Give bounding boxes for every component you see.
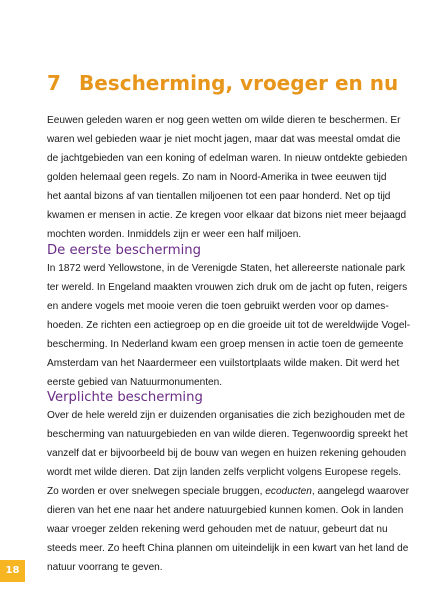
text-line: hoeden. Ze richten een actiegroep op en die groeide uit tot de wereldwijde Vogel- bbox=[47, 320, 411, 331]
text-line: natuur voorrang te geven. bbox=[47, 562, 163, 573]
text-line: Over de hele wereld zijn er duizenden organisaties die zich bezighouden met de bbox=[47, 410, 405, 421]
text-line: eerste gebied van Natuurmonumenten. bbox=[47, 377, 223, 388]
text-line: In 1872 werd Yellowstone, in de Verenigde Staten, het allereerste nationale park bbox=[47, 263, 406, 274]
text-line: golden helemaal geen regels. Zo nam in Noord-Amerika in twee eeuwen tijd bbox=[47, 172, 387, 183]
section-heading-eerste-bescherming: De eerste bescherming bbox=[47, 243, 201, 258]
text-fragment: Zo worden er over snelwegen speciale bruggen, bbox=[47, 486, 266, 497]
text-line: dieren van het ene naar het andere natuurgebied kunnen komen. Ook in landen bbox=[47, 505, 404, 516]
chapter-title bbox=[47, 70, 398, 96]
text-line: wordt met wilde dieren. Dat zijn landen zelfs verplicht volgens Europese regels. bbox=[47, 467, 402, 478]
text-line: waar vroeger zelden rekening werd gehouden met de natuur, gebeurt dat nu bbox=[47, 524, 388, 535]
text-line-ecoducten bbox=[47, 482, 409, 501]
emphasis-ecoducten: ecoducten bbox=[265, 486, 312, 497]
text-line: het aantal bizons af van tientallen miljoenen tot een paar honderd. Net op tijd bbox=[47, 191, 391, 202]
text-line: Eeuwen geleden waren er nog geen wetten om wilde dieren te beschermen. Er bbox=[47, 115, 401, 126]
text-line: waren wel gebieden waar je niet mocht jagen, maar dat was meestal omdat die bbox=[47, 134, 401, 145]
section1-paragraph bbox=[47, 259, 411, 392]
text-line: ter wereld. In Engeland maakten vrouwen zich druk om de jacht op futen, reigers bbox=[47, 282, 408, 293]
text-line: steeds meer. Zo heeft China plannen om uiteindelijk in een kwart van het land de bbox=[47, 543, 409, 554]
chapter-title-text: Bescherming, vroeger en nu bbox=[79, 71, 399, 95]
section-heading-verplichte-bescherming: Verplichte bescherming bbox=[47, 390, 203, 405]
text-line: en andere vogels met mooie veren die toen gebruikt werden voor op dames- bbox=[47, 301, 389, 312]
text-line: Amsterdam van het Naardermeer een vuilstortplaats wilde maken. Dit werd het bbox=[47, 358, 400, 369]
text-line: bescherming van natuurgebieden en van wilde dieren. Tegenwoordig spreekt het bbox=[47, 429, 408, 440]
text-line: kwamen er mensen in actie. Ze kregen voor elkaar dat bizons niet meer bejaagd bbox=[47, 210, 407, 221]
text-line: vanzelf dat er bijvoorbeeld bij de bouw van wegen en huizen rekening gehouden bbox=[47, 448, 407, 459]
page-number: 18 bbox=[5, 565, 20, 576]
section2-paragraph bbox=[47, 406, 409, 577]
page-number-badge bbox=[0, 560, 25, 582]
text-fragment: , aangelegd waarover bbox=[311, 486, 409, 497]
text-line: bescherming. In Nederland kwam een groep mensen in actie toen de gemeente bbox=[47, 339, 404, 350]
text-line: de jachtgebieden van een koning of edelman waren. In nieuw ontdekte gebieden bbox=[47, 153, 408, 164]
chapter-number: 7 bbox=[47, 71, 61, 95]
text-line: mochten worden. Inmiddels zijn er weer een half miljoen. bbox=[47, 229, 302, 240]
intro-paragraph bbox=[47, 111, 408, 244]
